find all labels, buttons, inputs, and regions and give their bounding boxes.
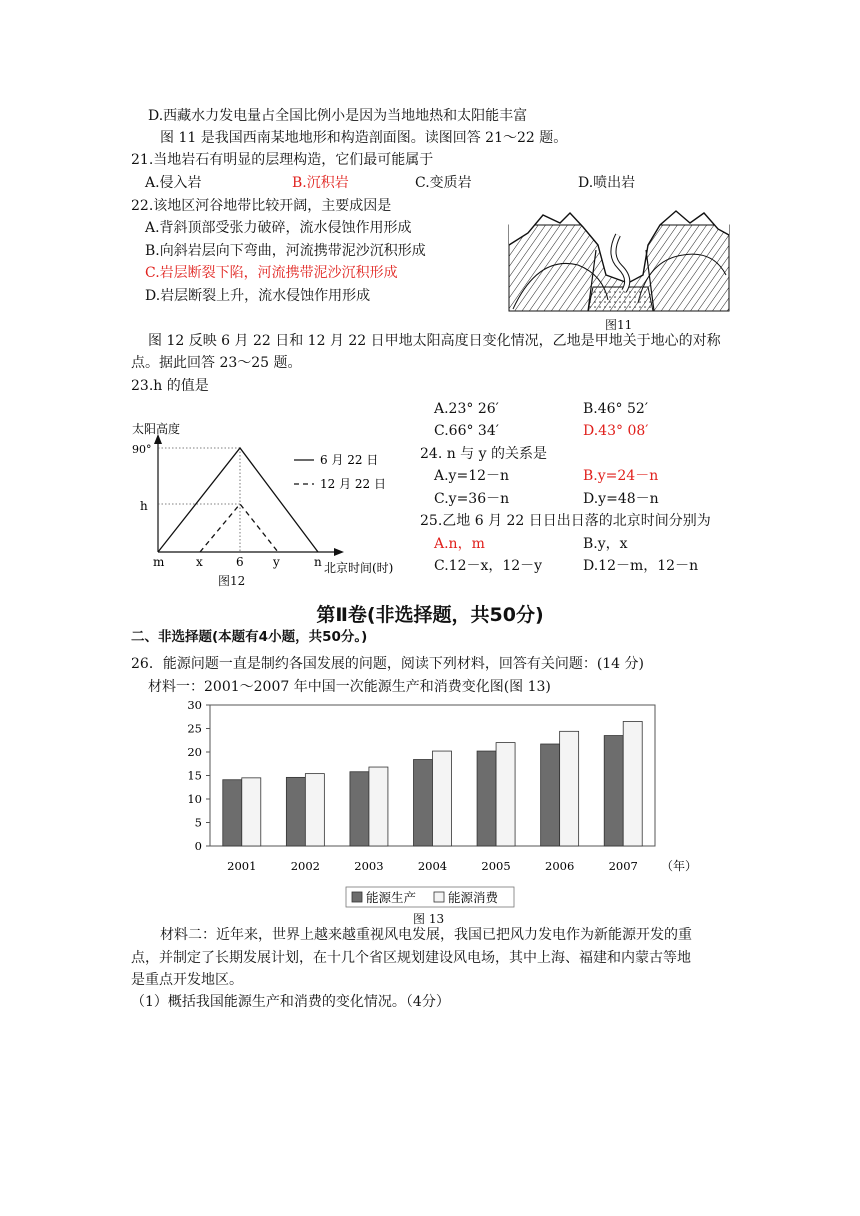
q22-option-a: A.背斜顶部受张力破碎，流水侵蚀作用形成 xyxy=(145,220,412,236)
q25-stem: 25.乙地 6 月 22 日日出日落的北京时间分别为 xyxy=(420,513,711,529)
chart13-bar-production xyxy=(414,760,433,846)
chart13-ytick-label: 30 xyxy=(187,698,202,712)
chart13-bar-consumption xyxy=(496,743,515,846)
chart13-legend-label: 能源生产 xyxy=(366,890,417,905)
q25-option-b: B.y，x xyxy=(583,536,628,552)
figure-11-caption: 图11 xyxy=(605,318,633,332)
chart13-ytick-label: 15 xyxy=(187,768,202,783)
q23-option-b: B.46° 52′ xyxy=(583,401,648,417)
chart13-xtick-label: 2004 xyxy=(417,859,448,873)
q22-option-c: C.岩层断裂下陷，河流携带泥沙沉积形成 xyxy=(145,265,398,281)
intro-fig12-line2: 点。据此回答 23～25 题。 xyxy=(131,355,302,371)
q24-option-a: A.y=12－n xyxy=(434,468,510,484)
chart13-bar-consumption xyxy=(369,767,388,846)
chart13-bar-consumption xyxy=(305,774,324,846)
chart13-ytick-label: 10 xyxy=(187,792,202,806)
chart13-bar-consumption xyxy=(433,751,452,846)
chart13-xtick-label: 2001 xyxy=(227,859,257,873)
chart13-xtick-label: 2002 xyxy=(290,859,320,873)
q21-option-d: D.喷出岩 xyxy=(578,175,636,191)
q23-option-d: D.43° 08′ xyxy=(583,423,649,439)
figure-12-caption: 图12 xyxy=(218,574,246,588)
chart13-ytick-label: 0 xyxy=(194,839,202,853)
fig12-tick-n: n xyxy=(314,555,322,569)
fig12-legend-december: 12 月 22 日 xyxy=(320,477,386,491)
chart13-bar-production xyxy=(286,777,305,846)
q26-sub1: （1）概括我国能源生产和消费的变化情况。（4分） xyxy=(131,994,450,1010)
fig12-ylabel: 太阳高度 xyxy=(132,422,181,436)
chart13-x-unit: （年） xyxy=(661,859,698,873)
chart13-ytick-label: 20 xyxy=(187,745,202,759)
figure-12-sun-altitude xyxy=(128,418,408,578)
q25-option-c: C.12－x，12－y xyxy=(434,558,543,574)
part2-title: 第Ⅱ卷(非选择题，共50分) xyxy=(316,604,544,626)
q22-option-d: D.岩层断裂上升，流水侵蚀作用形成 xyxy=(145,288,371,304)
fig12-y90-label: 90° xyxy=(132,443,152,456)
fig12-xlabel: 北京时间(时) xyxy=(324,561,394,575)
q25-option-a: A.n，m xyxy=(434,536,485,552)
q24-option-d: D.y=48－n xyxy=(583,491,659,507)
chart13-xtick-label: 2006 xyxy=(545,859,575,873)
q21-stem: 21.当地岩石有明显的层理构造，它们最可能属于 xyxy=(131,152,434,168)
fig12-tick-m: m xyxy=(153,555,165,569)
chart13-bar-production xyxy=(604,736,623,846)
figure-13-bar-chart xyxy=(170,695,698,910)
intro-fig12-line1: 图 12 反映 6 月 22 日和 12 月 22 日甲地太阳高度日变化情况，乙地是甲地关于地心的对称 xyxy=(148,333,721,349)
q26-material2-line1: 材料二：近年来，世界上越来越重视风电发展，我国已把风力发电作为新能源开发的重 xyxy=(160,927,692,943)
q26-stem: 26．能源问题一直是制约各国发展的问题，阅读下列材料，回答有关问题：(14 分) xyxy=(131,656,645,672)
q26-material1: 材料一：2001～2007 年中国一次能源生产和消费变化图(图 13) xyxy=(148,679,551,695)
chart13-xtick-label: 2003 xyxy=(354,859,384,873)
fig12-yh-label: h xyxy=(140,499,148,513)
q23-stem: 23.h 的值是 xyxy=(131,378,209,394)
q22-option-b: B.向斜岩层向下弯曲，河流携带泥沙沉积形成 xyxy=(145,243,426,259)
chart13-ytick-label: 5 xyxy=(194,815,202,830)
q24-stem: 24. n 与 y 的关系是 xyxy=(420,446,547,462)
chart13-legend-swatch xyxy=(434,892,444,902)
q24-option-c: C.y=36－n xyxy=(434,491,510,507)
q23-option-c: C.66° 34′ xyxy=(434,423,499,439)
chart13-legend-swatch xyxy=(352,892,362,902)
fig12-tick-x: x xyxy=(196,555,203,569)
q24-option-b: B.y=24－n xyxy=(583,468,659,484)
figure-11-cross-section xyxy=(508,205,730,313)
fig12-tick-y: y xyxy=(273,555,280,569)
q26-material2-line2: 点，并制定了长期发展计划，在十几个省区规划建设风电场，其中上海、福建和内蒙古等地 xyxy=(131,950,691,966)
chart13-xtick-label: 2007 xyxy=(608,859,638,873)
chart13-bar-consumption xyxy=(560,731,579,846)
fig12-december-curve xyxy=(200,504,278,552)
fig12-tick-6: 6 xyxy=(236,555,244,569)
q25-option-d: D.12－m，12－n xyxy=(583,558,699,574)
q26-material2-line3: 是重点开发地区。 xyxy=(131,972,243,988)
q22-stem: 22.该地区河谷地带比较开阔，主要成因是 xyxy=(131,198,392,214)
q21-option-b: B.沉积岩 xyxy=(292,175,349,191)
fig12-legend-june: 6 月 22 日 xyxy=(320,453,379,467)
chart13-bar-production xyxy=(477,751,496,846)
chart13-xtick-label: 2005 xyxy=(481,859,511,873)
part2-heading: 二、非选择题(本题有4小题，共50分。) xyxy=(131,629,368,645)
chart13-bar-consumption xyxy=(623,721,642,846)
intro-fig11: 图 11 是我国西南某地地形和构造剖面图。读图回答 21～22 题。 xyxy=(160,130,568,146)
chart13-bar-consumption xyxy=(242,778,261,846)
q23-option-a: A.23° 26′ xyxy=(434,401,499,417)
figure-13-caption: 图 13 xyxy=(413,912,445,926)
chart13-bar-production xyxy=(350,772,369,846)
q21-option-c: C.变质岩 xyxy=(415,175,472,191)
chart13-bar-production xyxy=(541,744,560,846)
q20-option-d: D.西藏水力发电量占全国比例小是因为当地地热和太阳能丰富 xyxy=(148,108,528,124)
q21-option-a: A.侵入岩 xyxy=(145,175,202,191)
chart13-bar-production xyxy=(223,780,242,846)
fig12-june-curve xyxy=(158,448,318,552)
chart13-ytick-label: 25 xyxy=(187,721,202,736)
chart13-legend-label: 能源消费 xyxy=(448,890,499,905)
